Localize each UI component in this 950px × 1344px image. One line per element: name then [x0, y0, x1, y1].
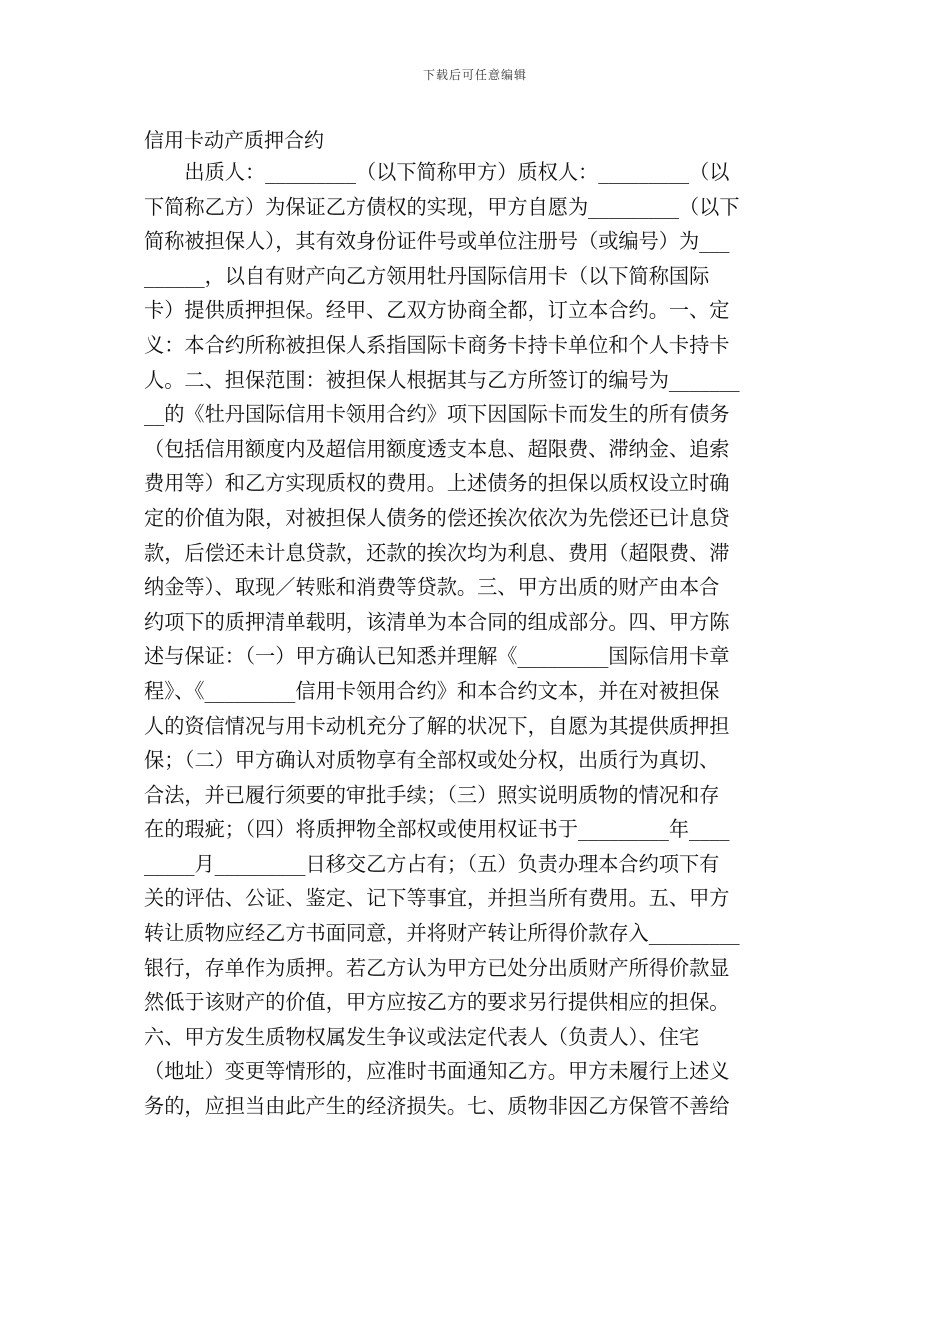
- body-line: 合法，并已履行须要的审批手续；（三）照实说明质物的情况和存: [144, 782, 720, 807]
- body-line: 转让质物应经乙方书面同意，并将财产转让所得价款存入_________: [144, 921, 740, 946]
- body-line: （包括信用额度内及超信用额度透支本息、超限费、滞纳金、追索: [144, 436, 730, 461]
- body-line: 六、甲方发生质物权属发生争议或法定代表人（负责人）、住宅: [144, 1024, 700, 1049]
- body-line: 下简称乙方）为保证乙方债权的实现，甲方自愿为_________（以下: [144, 194, 740, 219]
- body-line: 在的瑕疵；（四）将质押物全部权或使用权证书于_________年____: [144, 817, 730, 842]
- body-line: 关的评估、公证、鉴定、记下等事宜，并担当所有费用。五、甲方: [144, 886, 730, 911]
- body-line: 述与保证：（一）甲方确认已知悉并理解《_________国际信用卡章: [144, 644, 730, 669]
- body-line: 银行，存单作为质押。若乙方认为甲方已处分出质财产所得价款显: [144, 955, 730, 980]
- body-line: 务的，应担当由此产生的经济损失。七、质物非因乙方保管不善给: [144, 1094, 730, 1119]
- body-line: ______，以自有财产向乙方领用牡丹国际信用卡（以下简称国际: [144, 263, 710, 288]
- document-title: 信用卡动产质押合约: [144, 128, 324, 152]
- document-body: [144, 155, 808, 1124]
- body-line: 人。二、担保范围：被担保人根据其与乙方所签订的编号为_______: [144, 367, 740, 392]
- body-line: 出质人：_________（以下简称甲方）质权人：_________（以: [144, 160, 730, 184]
- body-line: 然低于该财产的价值，甲方应按乙方的要求另行提供相应的担保。: [144, 990, 730, 1015]
- body-line: 程》、《_________信用卡领用合约》和本合约文本，并在对被担保: [144, 678, 720, 703]
- body-line: 款，后偿还未计息贷款，还款的挨次均为利息、费用（超限费、滞: [144, 540, 730, 565]
- body-line: 保；（二）甲方确认对质物享有全部权或处分权，出质行为真切、: [144, 748, 720, 773]
- body-line: 义：本合约所称被担保人系指国际卡商务卡持卡单位和个人卡持卡: [144, 332, 730, 357]
- body-line: 人的资信情况与用卡动机充分了解的状况下，自愿为其提供质押担: [144, 713, 730, 738]
- body-line: 费用等）和乙方实现质权的费用。上述债务的担保以质权设立时确: [144, 471, 730, 496]
- page-header: 下载后可任意编辑: [422, 68, 527, 82]
- body-line: 定的价值为限，对被担保人债务的偿还挨次依次为先偿还已计息贷: [144, 505, 730, 530]
- body-line: 简称被担保人），其有效身份证件号或单位注册号（或编号）为___: [144, 229, 730, 254]
- body-line: _____月_________日移交乙方占有；（五）负责办理本合约项下有: [144, 851, 720, 876]
- body-line: （地址）变更等情形的，应准时书面通知乙方。甲方未履行上述义: [144, 1059, 730, 1084]
- body-line: 约项下的质押清单载明，该清单为本合同的组成部分。四、甲方陈: [144, 609, 730, 634]
- body-line: 卡）提供质押担保。经甲、乙双方协商全都，订立本合约。一、定: [144, 298, 730, 323]
- body-line: __的《牡丹国际信用卡领用合约》项下因国际卡而发生的所有债务: [144, 402, 730, 427]
- body-line: 纳金等）、取现／转账和消费等贷款。三、甲方出质的财产由本合: [144, 575, 720, 600]
